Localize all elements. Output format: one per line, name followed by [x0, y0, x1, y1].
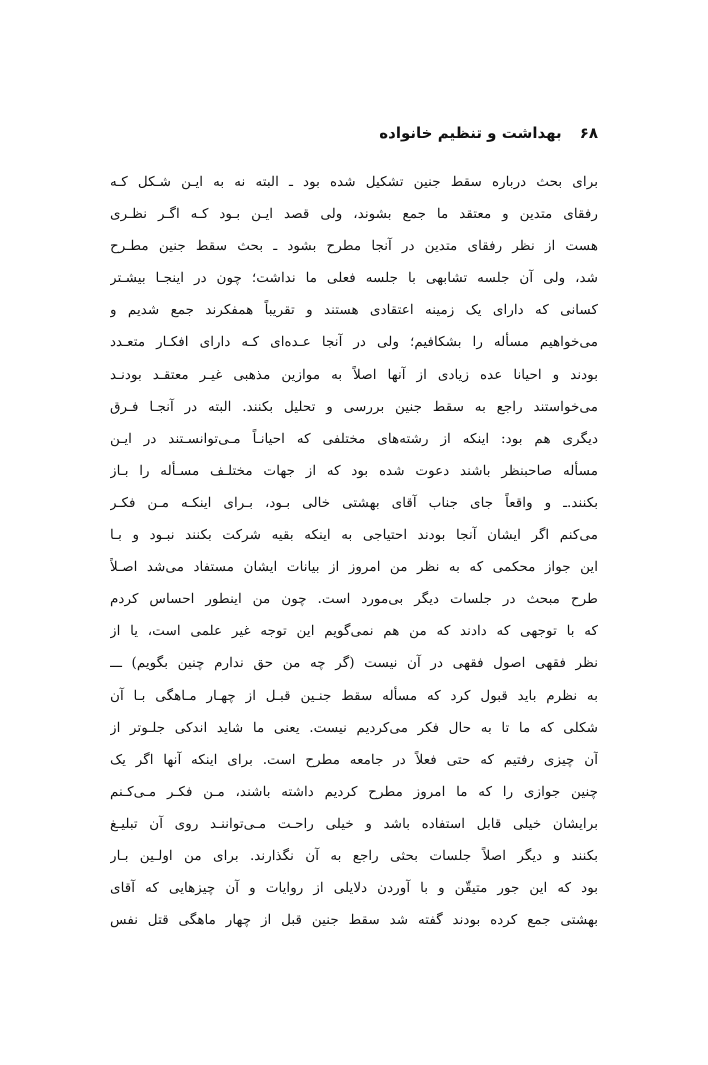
text-line: طرح مبحث در جلسات دیگر بی‌مورد است. چون من اینطور احساس کردم	[110, 591, 598, 608]
text-line: برایشان خیلی قابل استفاده باشد و خیلی راحـت مـی‌تواننـد روی آن تبلیـغ	[110, 815, 598, 832]
text-line: نظر فقهی اصول فقهی در آن نیست (گر چه من حق ندارم چنین بگویم) ـــ	[110, 655, 598, 672]
text-line: کسانی که دارای یک زمینه اعتقادی هستند و تقریباً همفکرند جمع شدیم و	[110, 302, 598, 319]
text-line: بکنند و دیگر اصلاً جلسات بحثی راجع به آن نگذارند. برای من اولـین بـار	[110, 847, 598, 864]
body-text	[110, 166, 598, 936]
text-line: دیگری هم بود: اینکه از رشته‌های مختلفی که احیانـاً مـی‌توانسـتند در ایـن	[110, 430, 598, 447]
text-line: می‌خواستند راجع به سقط جنین بررسی و تحلیل بکنند. البته در آنجـا فـرق	[110, 398, 598, 415]
text-line: مسأله صاحبنظر باشند دعوت شده بود که از جهات مختلـف مسـأله را بـاز	[110, 462, 598, 479]
text-line: هست از نظر رفقای متدین در آنجا مطرح بشود ـ بحث سقط جنین مطـرح	[110, 238, 598, 255]
text-line: بکنند.ـ و واقعاً جای جناب آقای بهشتی خالی بـود، بـرای اینکـه مـن فکـر	[110, 494, 598, 511]
text-line: این جواز محکمی که به نظر من امروز از بیانات ایشان مستفاد می‌شد اصـلاً	[110, 559, 598, 576]
text-line: بودند و احیانا عده زیادی از آنها اصلاً به موازین مذهبی غیـر معتقـد بودنـد	[110, 366, 598, 383]
text-line: چنین جوازی را که ما امروز مطرح کردیم داشته باشند، مـن فکـر مـی‌کـنم	[110, 783, 598, 800]
text-line: برای بحث درباره سقط جنین تشکیل شده بود ـ البته نه به ایـن شـکل کـه	[110, 174, 598, 190]
page-number: ۶۸	[579, 124, 598, 142]
text-line: شکلی که ما تا به حال فکر می‌کردیم نیست. یعنی ما شاید اندکی جلـوتر از	[110, 719, 598, 736]
text-line: شد، ولی آن جلسه تشابهی با جلسه فعلی ما نداشت؛ چون در اینجـا بیشـتر	[110, 270, 598, 287]
text-line: بهشتی جمع کرده بودند گفته شد سقط جنین قبل از چهار ماهگی قتل نفس	[110, 912, 598, 929]
text-line: رفقای متدین و معتقد ما جمع بشوند، ولی قصد ایـن بـود کـه اگـر نظـری	[110, 206, 598, 223]
text-line: می‌کنم اگر ایشان آنجا بودند احتیاجی به اینکه بقیه شرکت بکنند نبـود و بـا	[110, 527, 598, 544]
text-line: بود که این جور متیقّن و با آوردن دلایلی از روایات و آن چیزهایی که آقای	[110, 880, 598, 897]
text-line: می‌خواهیم مسأله را بشکافیم؛ ولی در آنجا عـده‌ای کـه دارای افکـار متعـدد	[110, 334, 598, 351]
text-line: به نظرم باید قبول کرد که مسأله سقط جنـین قبـل از چهـار مـاهگی بـا آن	[110, 687, 598, 704]
running-head	[110, 120, 598, 146]
book-title: بهداشت و تنظیم خانواده	[379, 124, 562, 142]
text-line: که با توجهی که دادند که من هم نمی‌گویم این توجه غیر علمی است، یا از	[110, 623, 598, 640]
text-line: آن چیزی رفتیم که حتی فعلاً در جامعه مطرح است. برای اینکه آنها اگر یک	[110, 751, 598, 768]
